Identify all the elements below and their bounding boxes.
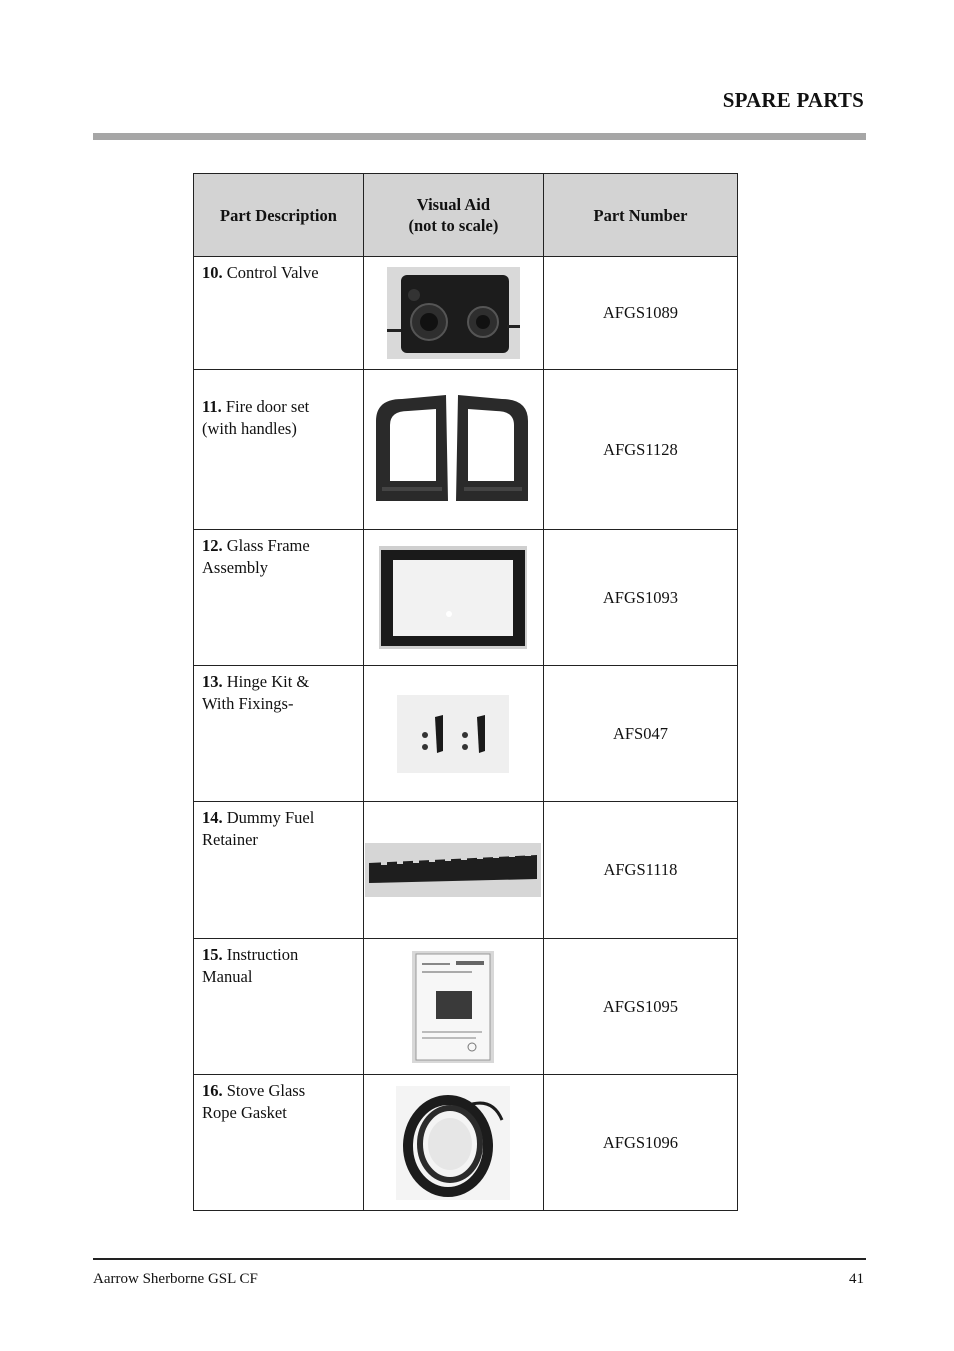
instruction-manual-photo [412,951,494,1063]
visual-aid-cell [363,666,543,802]
table-header-row [194,174,738,257]
part-number: AFGS1128 [543,370,737,530]
page-number: 41 [849,1271,864,1287]
item-label-line2: Retainer [202,830,258,849]
part-number: AFGS1096 [543,1075,737,1211]
item-label: Hinge Kit & [226,672,310,691]
visual-aid-header-line1: Visual Aid [416,195,491,214]
title-divider [93,133,866,140]
item-number: 11. [202,397,222,416]
item-label: Control Valve [226,263,319,282]
item-label: Stove Glass [226,1081,306,1100]
control-valve-photo [387,267,520,359]
part-description [194,370,364,530]
part-description [194,257,364,370]
part-description [194,1075,364,1211]
table-row [194,370,738,530]
page-title: SPARE PARTS [722,88,864,112]
item-label: Dummy Fuel [226,808,315,827]
visual-aid-cell [363,370,543,530]
fire-door-set-photo [372,391,534,509]
fuel-retainer-photo [365,843,541,897]
item-number: 15. [202,945,223,964]
part-number: AFGS1118 [543,802,737,939]
column-header-description: Part Description [194,174,364,257]
glass-frame-photo [379,546,527,649]
item-label-line2: (with handles) [202,419,297,438]
part-description [194,666,364,802]
visual-aid-cell [363,1075,543,1211]
part-number: AFGS1089 [543,257,737,370]
item-label: Fire door set [225,397,310,416]
table-row [194,1075,738,1211]
footer-divider [93,1258,866,1260]
item-number: 10. [202,263,223,282]
item-label-line2: Rope Gasket [202,1103,287,1122]
item-label-line2: Assembly [202,558,268,577]
visual-aid-header-line2: (not to scale) [408,216,499,235]
item-number: 14. [202,808,223,827]
item-label-line2: Manual [202,967,253,986]
part-number: AFS047 [543,666,737,802]
table-row [194,802,738,939]
table-row [194,257,738,370]
part-description [194,802,364,939]
part-number: AFGS1095 [543,939,737,1075]
item-label: Instruction [226,945,299,964]
item-number: 12. [202,536,223,555]
column-header-part-number: Part Number [543,174,737,257]
column-header-visual-aid [363,174,543,257]
table-row [194,666,738,802]
table-row [194,530,738,666]
rope-gasket-photo [396,1086,510,1200]
item-label: Glass Frame [226,536,310,555]
item-label-line2: With Fixings- [202,694,294,713]
part-description [194,939,364,1075]
item-number: 13. [202,672,223,691]
hinge-kit-photo [397,695,509,773]
table-row [194,939,738,1075]
visual-aid-cell [363,257,543,370]
spare-parts-table [193,173,738,1211]
item-number: 16. [202,1081,223,1100]
visual-aid-cell [363,530,543,666]
visual-aid-cell [363,939,543,1075]
visual-aid-cell [363,802,543,939]
footer-document-title: Aarrow Sherborne GSL CF [93,1271,258,1287]
part-description [194,530,364,666]
part-number: AFGS1093 [543,530,737,666]
